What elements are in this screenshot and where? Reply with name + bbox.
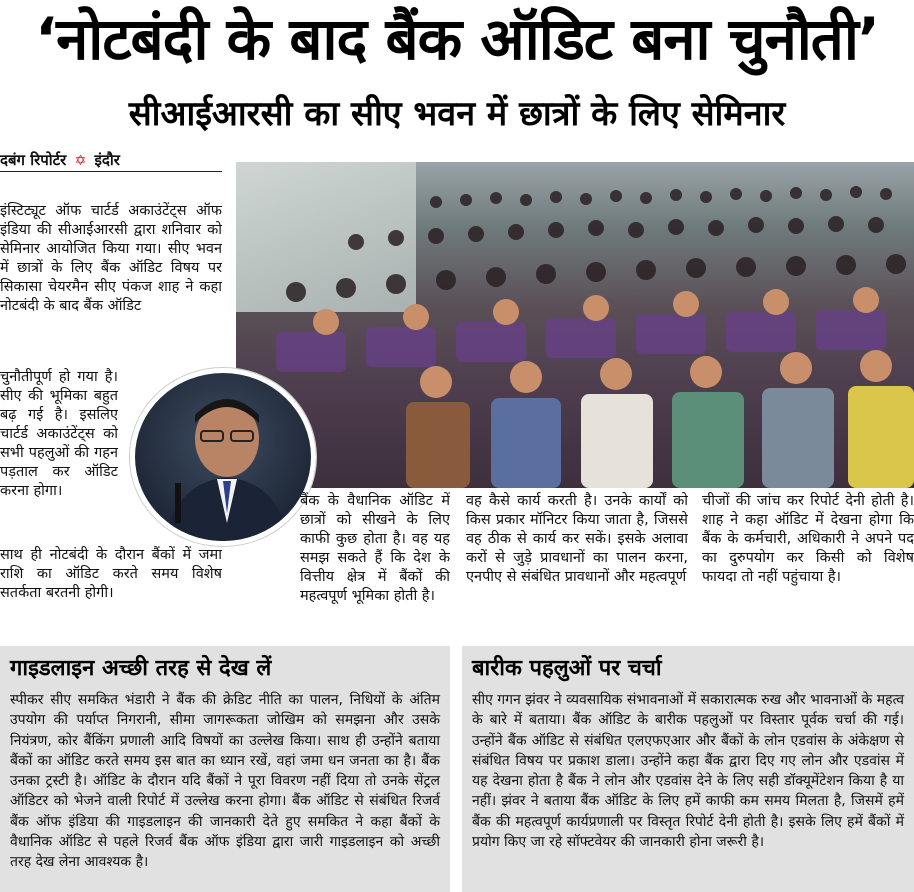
byline: [0, 148, 222, 172]
sidebar-box-guidelines: [0, 646, 450, 892]
box-body-discussion: सीए गगन झंवर ने व्यवसायिक संभावनाओं में सकारात्मक रुख और भावनाओं के महत्व के बारे में बताया। बैंक ऑडिट के बारीक पहलुओं पर विस्तार पूर्वक चर्चा की गई। उन्होंने बैंक ऑडिट से संबंधित एलएफएआर और बैंकों के लोन एडवांस के अंकेक्षण से संबंधित विषय पर प्रकाश डाला। उन्होंने कहा बैंक द्वारा दिए गए लोन और एडवांस में यह देखना होता है बैंक ने लोन और एडवांस देने के लिए सही डॉक्यूमेंटेशन किया है या नहीं। झंवर ने बताया बैंक ऑडिट के लिए हमें काफी कम समय मिलता है, जिसमें हमें बैंक की महत्वपूर्ण कार्यप्रणाली पर विस्तृत रिपोर्ट देनी होती है। इसके लिए हमें बैंकों में प्रयोग किए जा रहे सॉफ्टवेयर की जानकारी होना जरूरी है।: [472, 692, 904, 851]
box-body-guidelines: स्पीकर सीए समकित भंडारी ने बैंक की क्रेडिट नीति का पालन, निधियों के अंतिम उपयोग की पर्याप्त निगरानी, सीमा जागरूकता जोखिम को समझना और उसके नियंत्रण, कोर बैंकिंग प्रणाली आदि विषयों का उल्लेख किया। साथ ही उन्होंने बताया बैंकों का ऑडिट करते समय इस बात का ध्यान रखें, वहां जमा धन जनता का है। बैंक उनका ट्रस्टी है। ऑडिट के दौरान यदि बैंकों ने पूरा विवरण नहीं दिया तो उनके सेंट्रल ऑडिटर को भेजने वाली रिपोर्ट में उल्लेख करना होगा। बैंक ऑडिट से संबंधित रिजर्व बैंक ऑफ इंडिया की गाइडलाइन की जानकारी देते हुए समकित ने कहा बैंकों के वैधानिक ऑडिट से पहले रिजर्व बैंक ऑफ इंडिया द्वारा जारी गाइडलाइन को अच्छी तरह देख लेना आवश्यक है।: [10, 692, 440, 871]
headline: ‘नोटबंदी के बाद बैंक ऑडिट बना चुनौती’: [35, 5, 879, 73]
article-lead-top: इंस्टिट्यूट ऑफ चार्टर्ड अकाउंटेंट्स ऑफ इंडिया की सीआईआरसी द्वारा शनिवार को सेमिनार आयोजित किया गया। सीए भवन में छात्रों के लिए बैंक ऑडिट विषय पर सिकासा चेयरमैन सीए पंकज शाह ने कहा नोटबंदी के बाद बैंक ऑडिट: [0, 203, 222, 314]
article-lead-narrow: चुनौतीपूर्ण हो गया है। सीए की भूमिका बहुत बढ़ गई है। इसलिए चार्टर्ड अकाउंटेंट्स को सभी पहलुओं की गहन पड़ताल कर ऑडिट करना होगा।: [0, 369, 118, 499]
star-icon: ✡: [74, 153, 87, 169]
byline-reporter: दबंग रिपोर्टर: [0, 151, 67, 169]
sidebar-box-discussion: [462, 646, 914, 892]
speaker-inset-photo: [130, 368, 316, 546]
audience-illustration: [236, 162, 914, 488]
box-title-guidelines: गाइडलाइन अच्छी तरह से देख लें: [10, 656, 272, 681]
article-col-3: वह कैसे कार्य करती है। उनके कार्यों को किस प्रकार मॉनिटर किया जाता है, जिससे वह ठीक से कार्य कर सकें। इसके अलावा करों से जुड़े प्रावधानों का पालन करना, एनपीए से संबंधित प्रावधानों और महत्वपूर्ण: [466, 493, 688, 585]
article-col-2: बैंक के वैधानिक ऑडिट में छात्रों को सीखने के लिए काफी कुछ होता है। वह यह समझ सकते हैं कि देश के वित्तीय क्षेत्र में बैंकों की महत्वपूर्ण भूमिका होती है।: [300, 493, 450, 604]
article-col-4: चीजों की जांच कर रिपोर्ट देनी होती है। शाह ने कहा ऑडिट में देखना होगा कि बैंक के कर्मचारी, अधिकारी ने अपने पद का दुरुपयोग कर किसी को विशेष फायदा तो नहीं पहुंचाया है।: [702, 493, 914, 585]
byline-city: इंदौर: [94, 151, 120, 169]
article-lead-bottom: साथ ही नोटबंदी के दौरान बैंकों में जमा राशि का ऑडिट करते समय विशेष सतर्कता बरतनी होगी।: [0, 547, 222, 601]
seminar-audience-photo: [236, 162, 914, 488]
subheadline: सीआईआरसी का सीए भवन में छात्रों के लिए सेमिनार: [128, 94, 786, 134]
speaker-illustration: [135, 373, 311, 541]
box-title-discussion: बारीक पहलुओं पर चर्चा: [472, 656, 662, 681]
